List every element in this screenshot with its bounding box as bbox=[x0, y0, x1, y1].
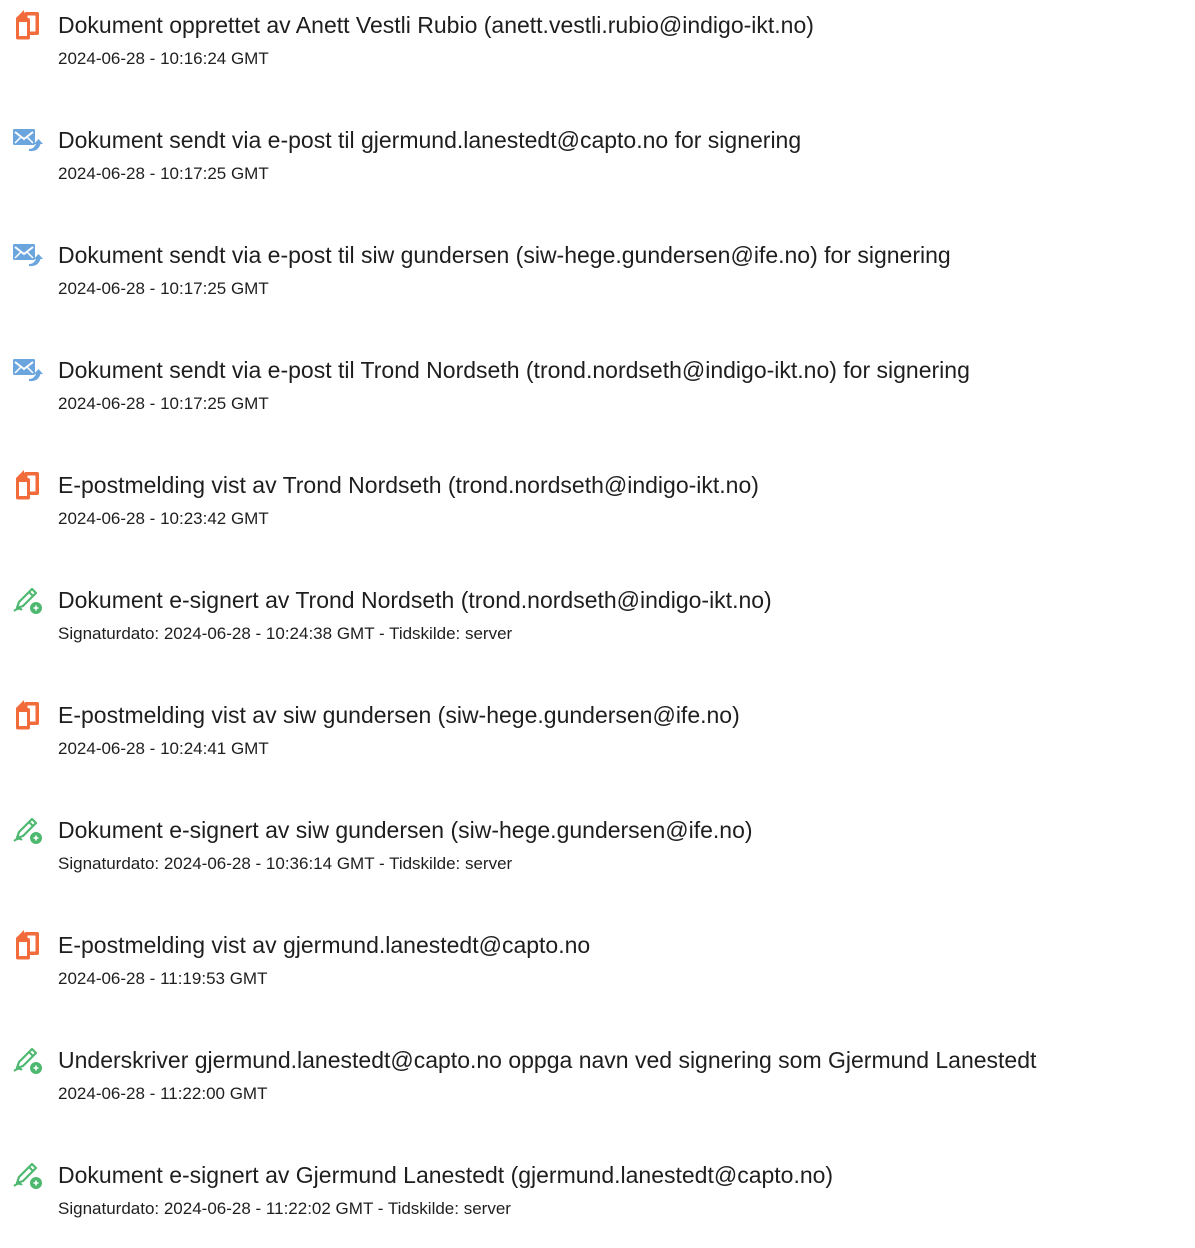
event-timestamp: 2024-06-28 - 10:17:25 GMT bbox=[58, 164, 269, 183]
event-timestamp: 2024-06-28 - 11:19:53 GMT bbox=[58, 969, 268, 988]
event-timestamp: Signaturdato: 2024-06-28 - 10:24:38 GMT - Tidskilde: server bbox=[58, 624, 513, 643]
history-event bbox=[0, 698, 1195, 788]
history-event bbox=[0, 123, 1195, 213]
event-text: E-postmelding vist av gjermund.lanestedt@capto.no bbox=[58, 932, 591, 958]
history-event bbox=[0, 238, 1195, 328]
event-text: E-postmelding vist av Trond Nordseth (trond.nordseth@indigo-ikt.no) bbox=[58, 472, 759, 498]
event-timestamp: 2024-06-28 - 10:23:42 GMT bbox=[58, 509, 269, 528]
event-text: Dokument e-signert av Trond Nordseth (trond.nordseth@indigo-ikt.no) bbox=[58, 587, 772, 613]
event-timestamp: 2024-06-28 - 10:17:25 GMT bbox=[58, 394, 269, 413]
history-event bbox=[0, 928, 1195, 1018]
event-text: Dokument sendt via e-post til gjermund.lanestedt@capto.no for signering bbox=[58, 127, 802, 153]
esign-pen-icon bbox=[10, 583, 44, 617]
esign-pen-icon bbox=[10, 1043, 44, 1077]
event-timestamp: Signaturdato: 2024-06-28 - 11:22:02 GMT - Tidskilde: server bbox=[58, 1199, 511, 1218]
event-timestamp: 2024-06-28 - 10:16:24 GMT bbox=[58, 49, 269, 68]
history-event bbox=[0, 813, 1195, 903]
document-viewed-icon bbox=[10, 698, 44, 732]
history-event bbox=[0, 8, 1195, 98]
event-text: E-postmelding vist av siw gundersen (siw-hege.gundersen@ife.no) bbox=[58, 702, 740, 728]
event-timestamp: 2024-06-28 - 10:24:41 GMT bbox=[58, 739, 269, 758]
event-text: Underskriver gjermund.lanestedt@capto.no oppga navn ved signering som Gjermund Lanestedt bbox=[58, 1047, 1037, 1073]
event-text: Dokument sendt via e-post til Trond Nordseth (trond.nordseth@indigo-ikt.no) for signering bbox=[58, 357, 970, 383]
history-event bbox=[0, 583, 1195, 673]
esign-pen-icon bbox=[10, 1158, 44, 1192]
document-viewed-icon bbox=[10, 928, 44, 962]
email-sent-icon bbox=[10, 238, 44, 272]
event-timestamp: 2024-06-28 - 11:22:00 GMT bbox=[58, 1084, 268, 1103]
event-text: Dokument sendt via e-post til siw gundersen (siw-hege.gundersen@ife.no) for signering bbox=[58, 242, 951, 268]
history-event bbox=[0, 1043, 1195, 1133]
document-created-icon bbox=[10, 8, 44, 42]
event-text: Dokument e-signert av siw gundersen (siw-hege.gundersen@ife.no) bbox=[58, 817, 753, 843]
event-timestamp: 2024-06-28 - 10:17:25 GMT bbox=[58, 279, 269, 298]
event-text: Dokument e-signert av Gjermund Lanestedt (gjermund.lanestedt@capto.no) bbox=[58, 1162, 834, 1188]
esign-pen-icon bbox=[10, 813, 44, 847]
history-event bbox=[0, 468, 1195, 558]
email-sent-icon bbox=[10, 353, 44, 387]
event-timestamp: Signaturdato: 2024-06-28 - 10:36:14 GMT - Tidskilde: server bbox=[58, 854, 513, 873]
history-event bbox=[0, 353, 1195, 443]
history-event bbox=[0, 1158, 1195, 1248]
email-sent-icon bbox=[10, 123, 44, 157]
event-text: Dokument opprettet av Anett Vestli Rubio (anett.vestli.rubio@indigo-ikt.no) bbox=[58, 12, 814, 38]
document-viewed-icon bbox=[10, 468, 44, 502]
